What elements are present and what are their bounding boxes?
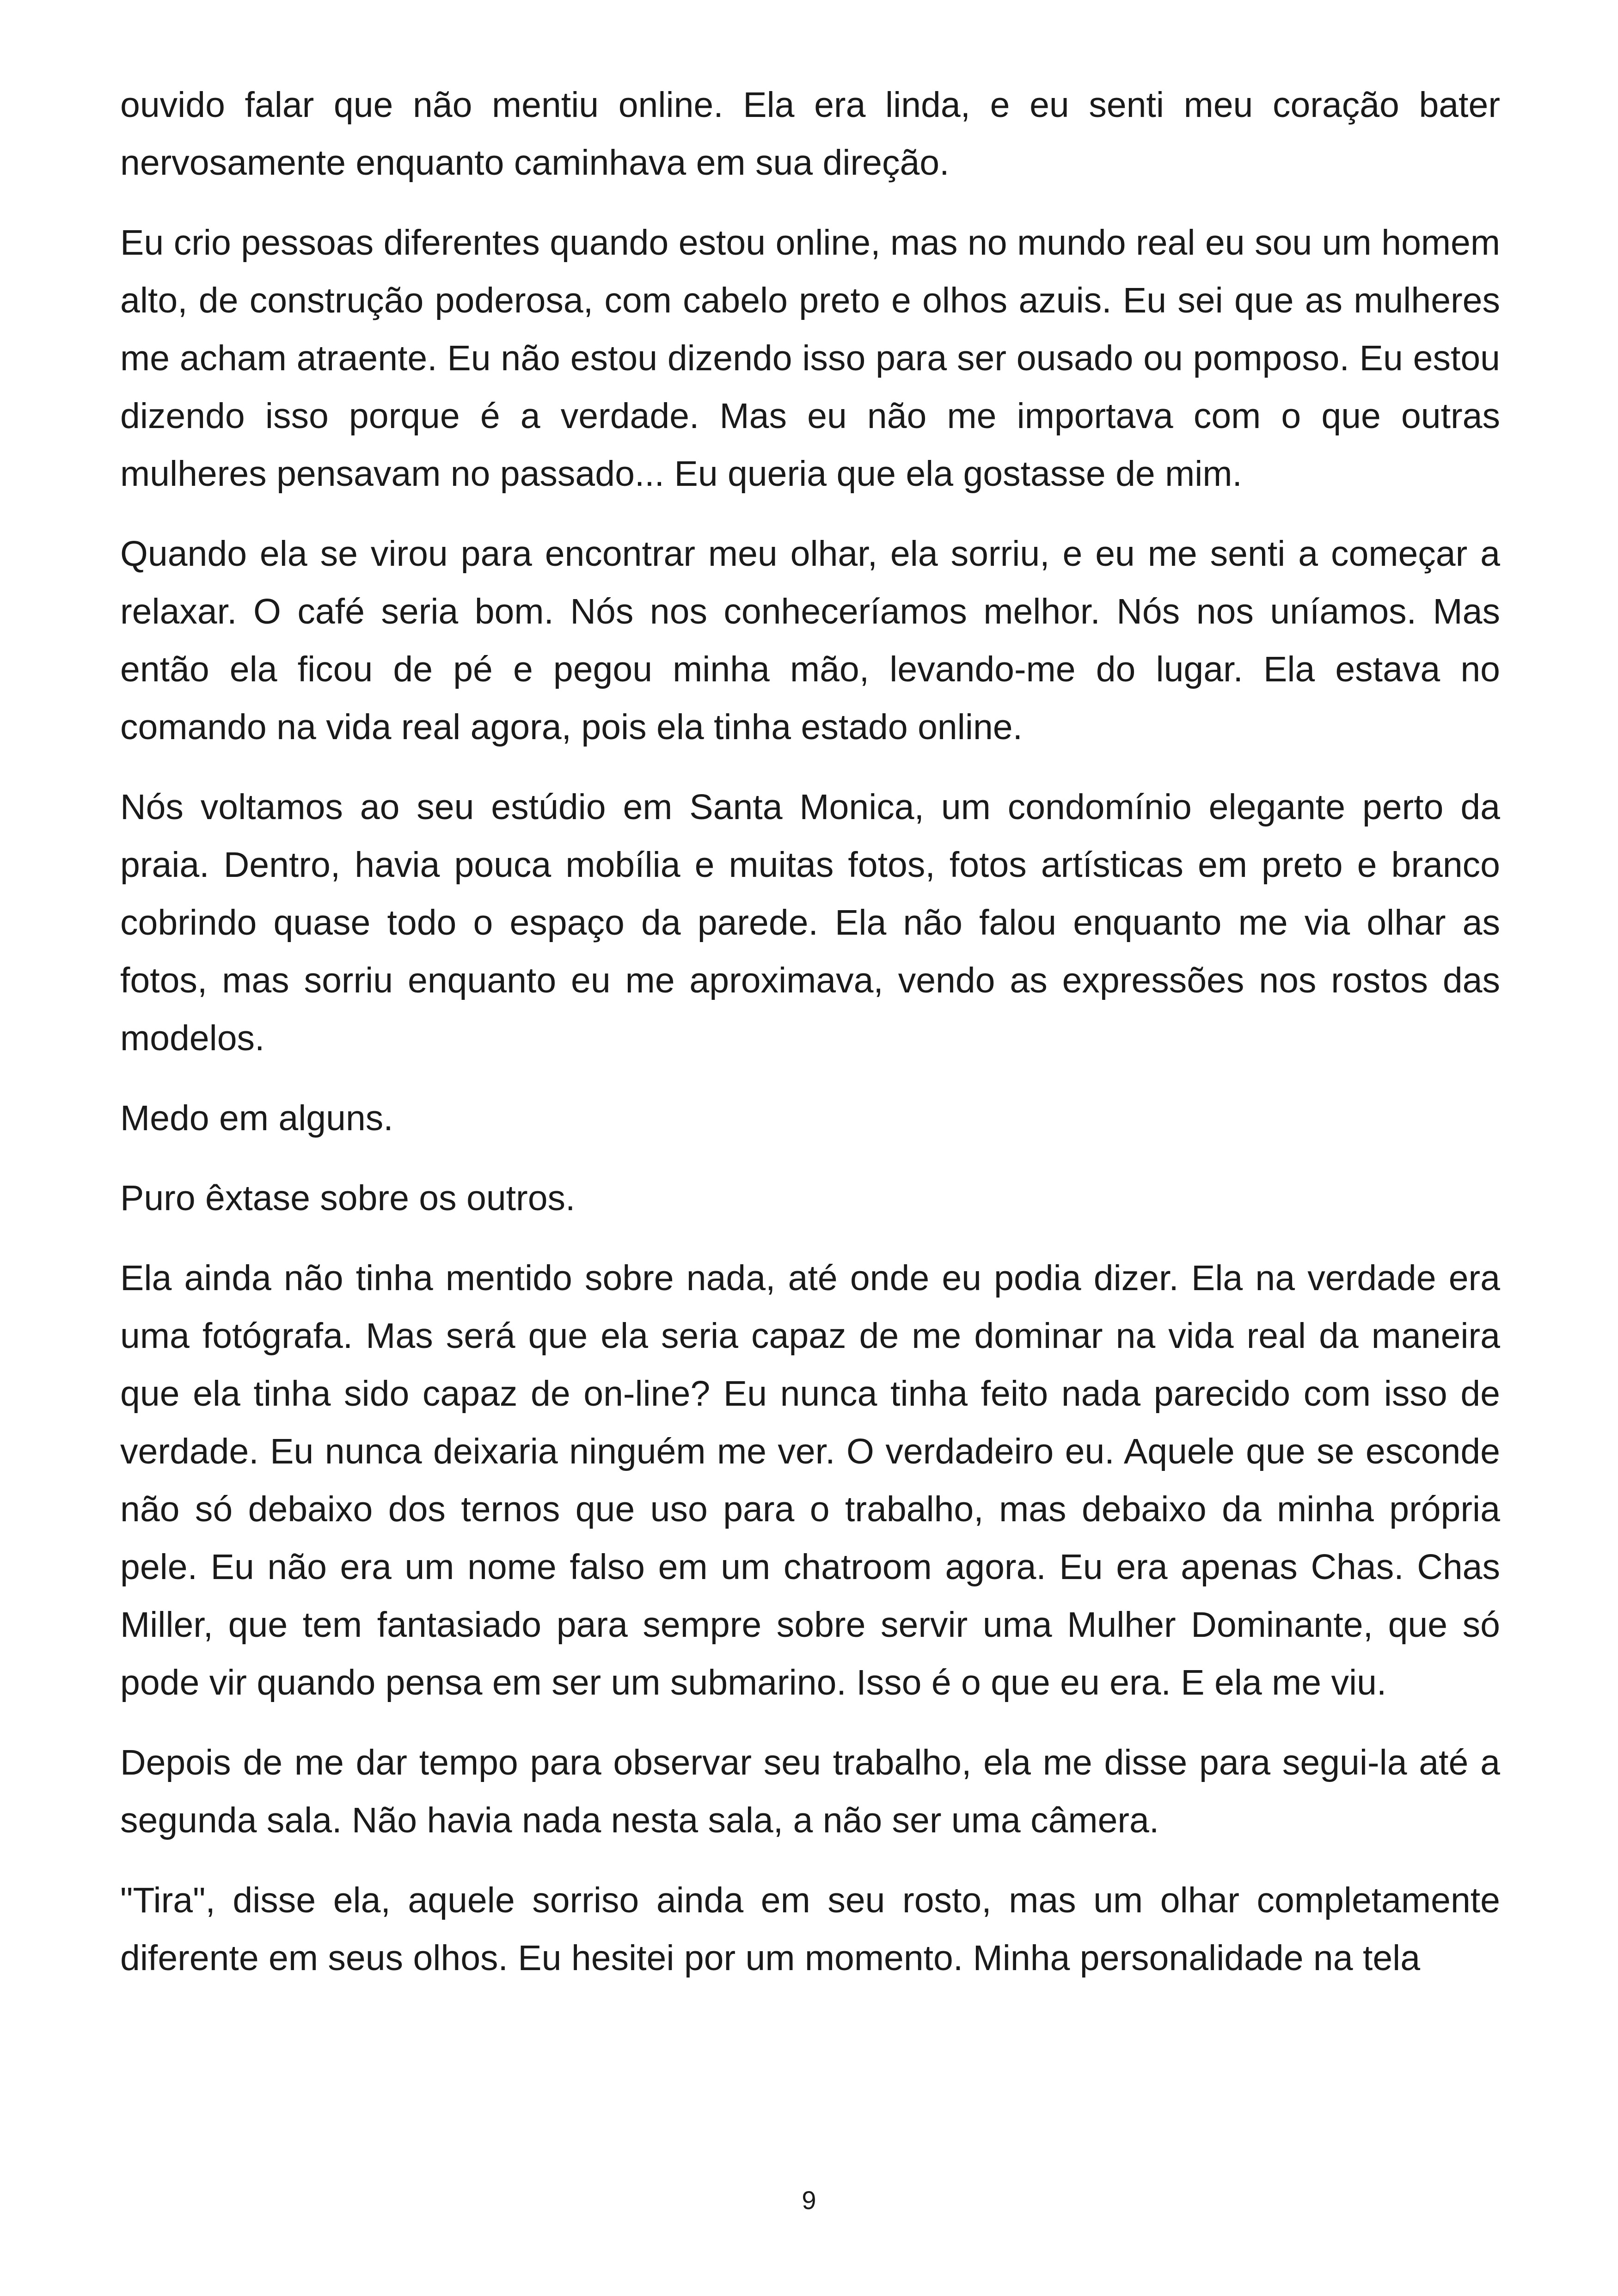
- body-text: [120, 76, 1500, 2009]
- paragraph: Quando ela se virou para encontrar meu olhar, ela sorriu, e eu me senti a começar a relaxar. O café seria bom. Nós nos conheceríamos melhor. Nós nos uníamos. Mas então ela ficou de pé e pegou minha mão, levando-me do lugar. Ela estava no comando na vida real agora, pois ela tinha estado online.: [120, 534, 1500, 747]
- paragraph: Eu crio pessoas diferentes quando estou online, mas no mundo real eu sou um homem alto, de construção poderosa, com cabelo preto e olhos azuis. Eu sei que as mulheres me acham atraente. Eu não estou dizendo isso para ser ousado ou pomposo. Eu estou dizendo isso porque é a verdade. Mas eu não me importava com o que outras mulheres pensavam no passado... Eu queria que ela gostasse de mim.: [120, 223, 1500, 494]
- paragraph: Medo em alguns.: [120, 1098, 393, 1138]
- paragraph: Ela ainda não tinha mentido sobre nada, até onde eu podia dizer. Ela na verdade era uma fotógrafa. Mas será que ela seria capaz de me dominar na vida real da maneira que ela tinha sido capaz de on-line? Eu nunca tinha feito nada parecido com isso de verdade. Eu nunca deixaria ninguém me ver. O verdadeiro eu. Aquele que se esconde não só debaixo dos ternos que uso para o trabalho, mas debaixo da minha própria pele. Eu não era um nome falso em um chatroom agora. Eu era apenas Chas. Chas Miller, que tem fantasiado para sempre sobre servir uma Mulher Dominante, que só pode vir quando pensa em ser um submarino. Isso é o que eu era. E ela me viu.: [120, 1258, 1500, 1702]
- paragraph: Depois de me dar tempo para observar seu trabalho, ela me disse para segui-la até a segunda sala. Não havia nada nesta sala, a não ser uma câmera.: [120, 1743, 1500, 1840]
- paragraph: Nós voltamos ao seu estúdio em Santa Monica, um condomínio elegante perto da praia. Dentro, havia pouca mobília e muitas fotos, fotos artísticas em preto e branco cobrindo quase todo o espaço da parede. Ela não falou enquanto me via olhar as fotos, mas sorriu enquanto eu me aproximava, vendo as expressões nos rostos das modelos.: [120, 787, 1500, 1058]
- paragraph: "Tira", disse ela, aquele sorriso ainda em seu rosto, mas um olhar completamente diferente em seus olhos. Eu hesitei por um momento. Minha personalidade na tela: [120, 1880, 1500, 1978]
- page-number: 9: [802, 2186, 816, 2215]
- paragraph: ouvido falar que não mentiu online. Ela era linda, e eu senti meu coração bater nervosamente enquanto caminhava em sua direção.: [120, 85, 1500, 183]
- paragraph: Puro êxtase sobre os outros.: [120, 1178, 576, 1218]
